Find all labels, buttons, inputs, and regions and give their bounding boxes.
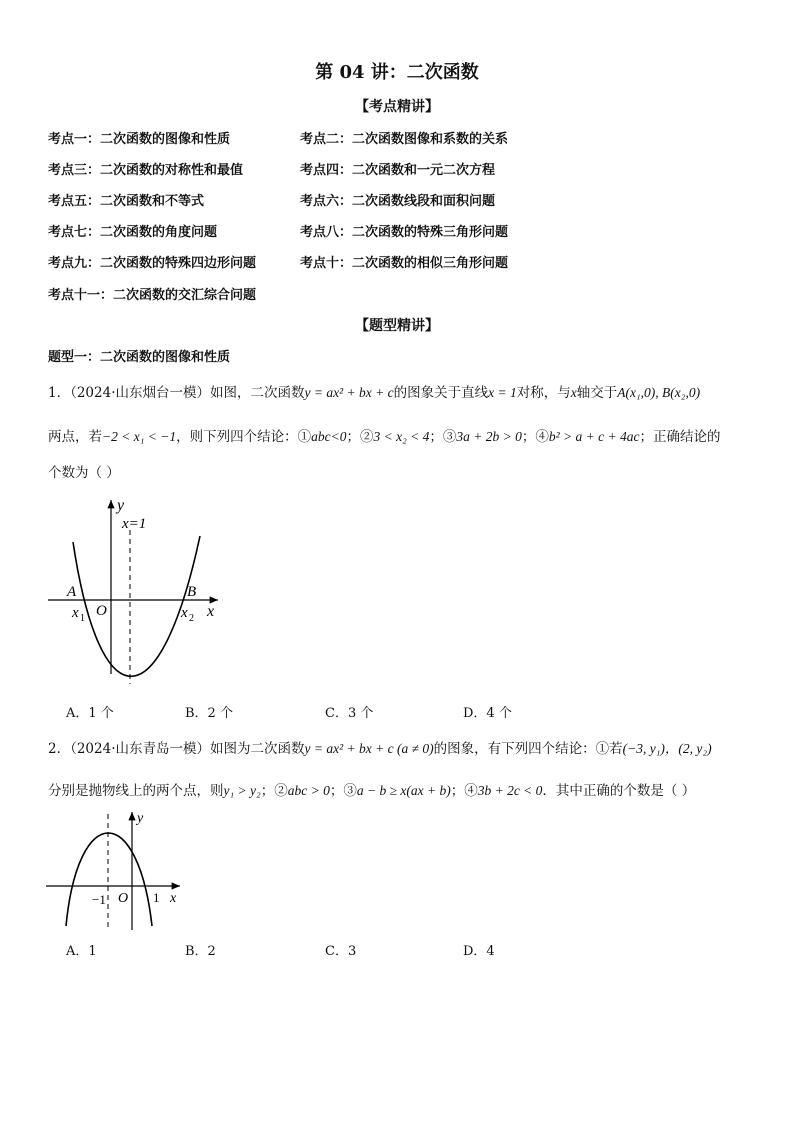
q2-text: 的图象，有下列四个结论：①若 bbox=[433, 741, 623, 757]
q2-line-2 bbox=[48, 779, 695, 799]
q1-option-A[interactable]: A．1 个 bbox=[66, 706, 114, 721]
q2-x-label: x bbox=[170, 891, 177, 906]
q1-formula: x bbox=[570, 385, 577, 400]
page-title: 第 04 讲：二次函数 bbox=[315, 62, 479, 83]
q1-formula: 3a + 2b > 0 bbox=[456, 429, 522, 444]
q1-text: ；④ bbox=[521, 429, 549, 445]
q2-text: ；④ bbox=[450, 783, 478, 799]
q2-text: ；② bbox=[260, 783, 288, 799]
q1-text: 的图象关于直线 bbox=[393, 385, 489, 401]
q1-line-2 bbox=[48, 425, 721, 445]
q2-formula: y = ax² + bx + c (a ≠ 0) bbox=[304, 741, 434, 756]
q1-text: 1．（2024·山东烟台一模）如图，二次函数 bbox=[48, 385, 305, 401]
q1-formula: x = 1 bbox=[488, 385, 517, 400]
kaodian-item-5: 考点五：二次函数和不等式 bbox=[48, 194, 205, 209]
q1-formula: abc<0 bbox=[311, 429, 347, 444]
q2-option-B[interactable]: B．2 bbox=[185, 944, 216, 959]
q2-option-A[interactable]: A．1 bbox=[66, 944, 97, 959]
kaodian-item-7: 考点七：二次函数的角度问题 bbox=[48, 225, 218, 240]
q1-point-A-label: A bbox=[67, 584, 77, 600]
kaodian-item-9: 考点九：二次函数的特殊四边形问题 bbox=[48, 256, 257, 271]
q1-parabola-figure bbox=[40, 492, 230, 690]
q2-tick-1: 1 bbox=[153, 890, 160, 905]
q1-text: 两点，若 bbox=[48, 429, 102, 445]
q2-origin-label: O bbox=[118, 891, 129, 906]
q1-text: ；② bbox=[346, 429, 374, 445]
q2-text: 2．（2024·山东青岛一模）如图为二次函数 bbox=[48, 741, 305, 757]
q1-point-B-label: B bbox=[187, 584, 197, 600]
section-heading-tixing: 【题型精讲】 bbox=[355, 318, 439, 334]
q1-x1-subscript: 1 bbox=[80, 613, 85, 624]
q2-y-label: y bbox=[137, 811, 144, 826]
q1-line-3: 个数为（ ） bbox=[48, 465, 120, 481]
q1-x2-label: x bbox=[181, 605, 188, 621]
q2-option-C[interactable]: C．3 bbox=[325, 944, 357, 959]
q2-parabola-curve bbox=[66, 833, 152, 926]
q2-option-D[interactable]: D．4 bbox=[463, 944, 495, 959]
tixing-heading-1: 题型一：二次函数的图像和性质 bbox=[48, 350, 231, 365]
kaodian-item-8: 考点八：二次函数的特殊三角形问题 bbox=[300, 225, 509, 240]
q1-formula: 3 < x₂ < 4 bbox=[373, 429, 430, 444]
q1-symmetry-label: x=1 bbox=[122, 516, 147, 532]
q2-line-1 bbox=[48, 737, 712, 757]
q2-formula: y₁ > y₂ bbox=[223, 783, 261, 798]
q2-formula: a − b ≥ x(ax + b) bbox=[356, 783, 451, 798]
q2-tick-neg1: −1 bbox=[92, 892, 106, 907]
q1-x2-subscript: 2 bbox=[189, 613, 194, 624]
q1-x1-label: x bbox=[72, 605, 79, 621]
kaodian-item-10: 考点十：二次函数的相似三角形问题 bbox=[300, 256, 509, 271]
q1-option-B[interactable]: B．2 个 bbox=[185, 706, 233, 721]
q2-parabola-figure bbox=[40, 808, 190, 936]
kaodian-item-2: 考点二：二次函数图像和系数的关系 bbox=[300, 132, 509, 147]
q1-text: ；③ bbox=[429, 429, 457, 445]
q1-formula: A(x₁,0), B(x₂,0) bbox=[617, 385, 701, 400]
q1-option-D[interactable]: D．4 个 bbox=[463, 706, 512, 721]
q1-text: ；正确结论的 bbox=[639, 429, 721, 445]
kaodian-item-3: 考点三：二次函数的对称性和最值 bbox=[48, 163, 244, 178]
kaodian-item-11: 考点十一：二次函数的交汇综合问题 bbox=[48, 288, 257, 303]
q1-line-1 bbox=[48, 381, 700, 401]
q1-formula: b² > a + c + 4ac bbox=[548, 429, 640, 444]
q1-formula: y = ax² + bx + c bbox=[304, 385, 394, 400]
q1-origin-label: O bbox=[96, 603, 107, 619]
q2-formula: (−3, y₁)，(2, y₂) bbox=[622, 741, 712, 756]
kaodian-item-1: 考点一：二次函数的图像和性质 bbox=[48, 132, 231, 147]
q1-text: ，则下列四个结论：① bbox=[176, 429, 312, 445]
q2-formula: 3b + 2c < 0 bbox=[477, 783, 543, 798]
q1-formula: −2 < x₁ < −1 bbox=[102, 429, 177, 444]
kaodian-item-6: 考点六：二次函数线段和面积问题 bbox=[300, 194, 496, 209]
q1-text: 对称，与 bbox=[516, 385, 571, 401]
q2-formula: abc > 0 bbox=[287, 783, 330, 798]
section-heading-kaodian: 【考点精讲】 bbox=[355, 99, 439, 115]
q2-text: 分别是抛物线上的两个点，则 bbox=[48, 783, 224, 799]
q1-option-C[interactable]: C．3 个 bbox=[325, 706, 374, 721]
q1-x-label: x bbox=[207, 603, 215, 620]
q1-y-label: y bbox=[117, 497, 125, 514]
kaodian-item-4: 考点四：二次函数和一元二次方程 bbox=[300, 163, 496, 178]
q2-text: ；③ bbox=[329, 783, 357, 799]
q2-text: ．其中正确的个数是（ ） bbox=[542, 783, 696, 799]
q1-text: 轴交于 bbox=[576, 385, 618, 401]
